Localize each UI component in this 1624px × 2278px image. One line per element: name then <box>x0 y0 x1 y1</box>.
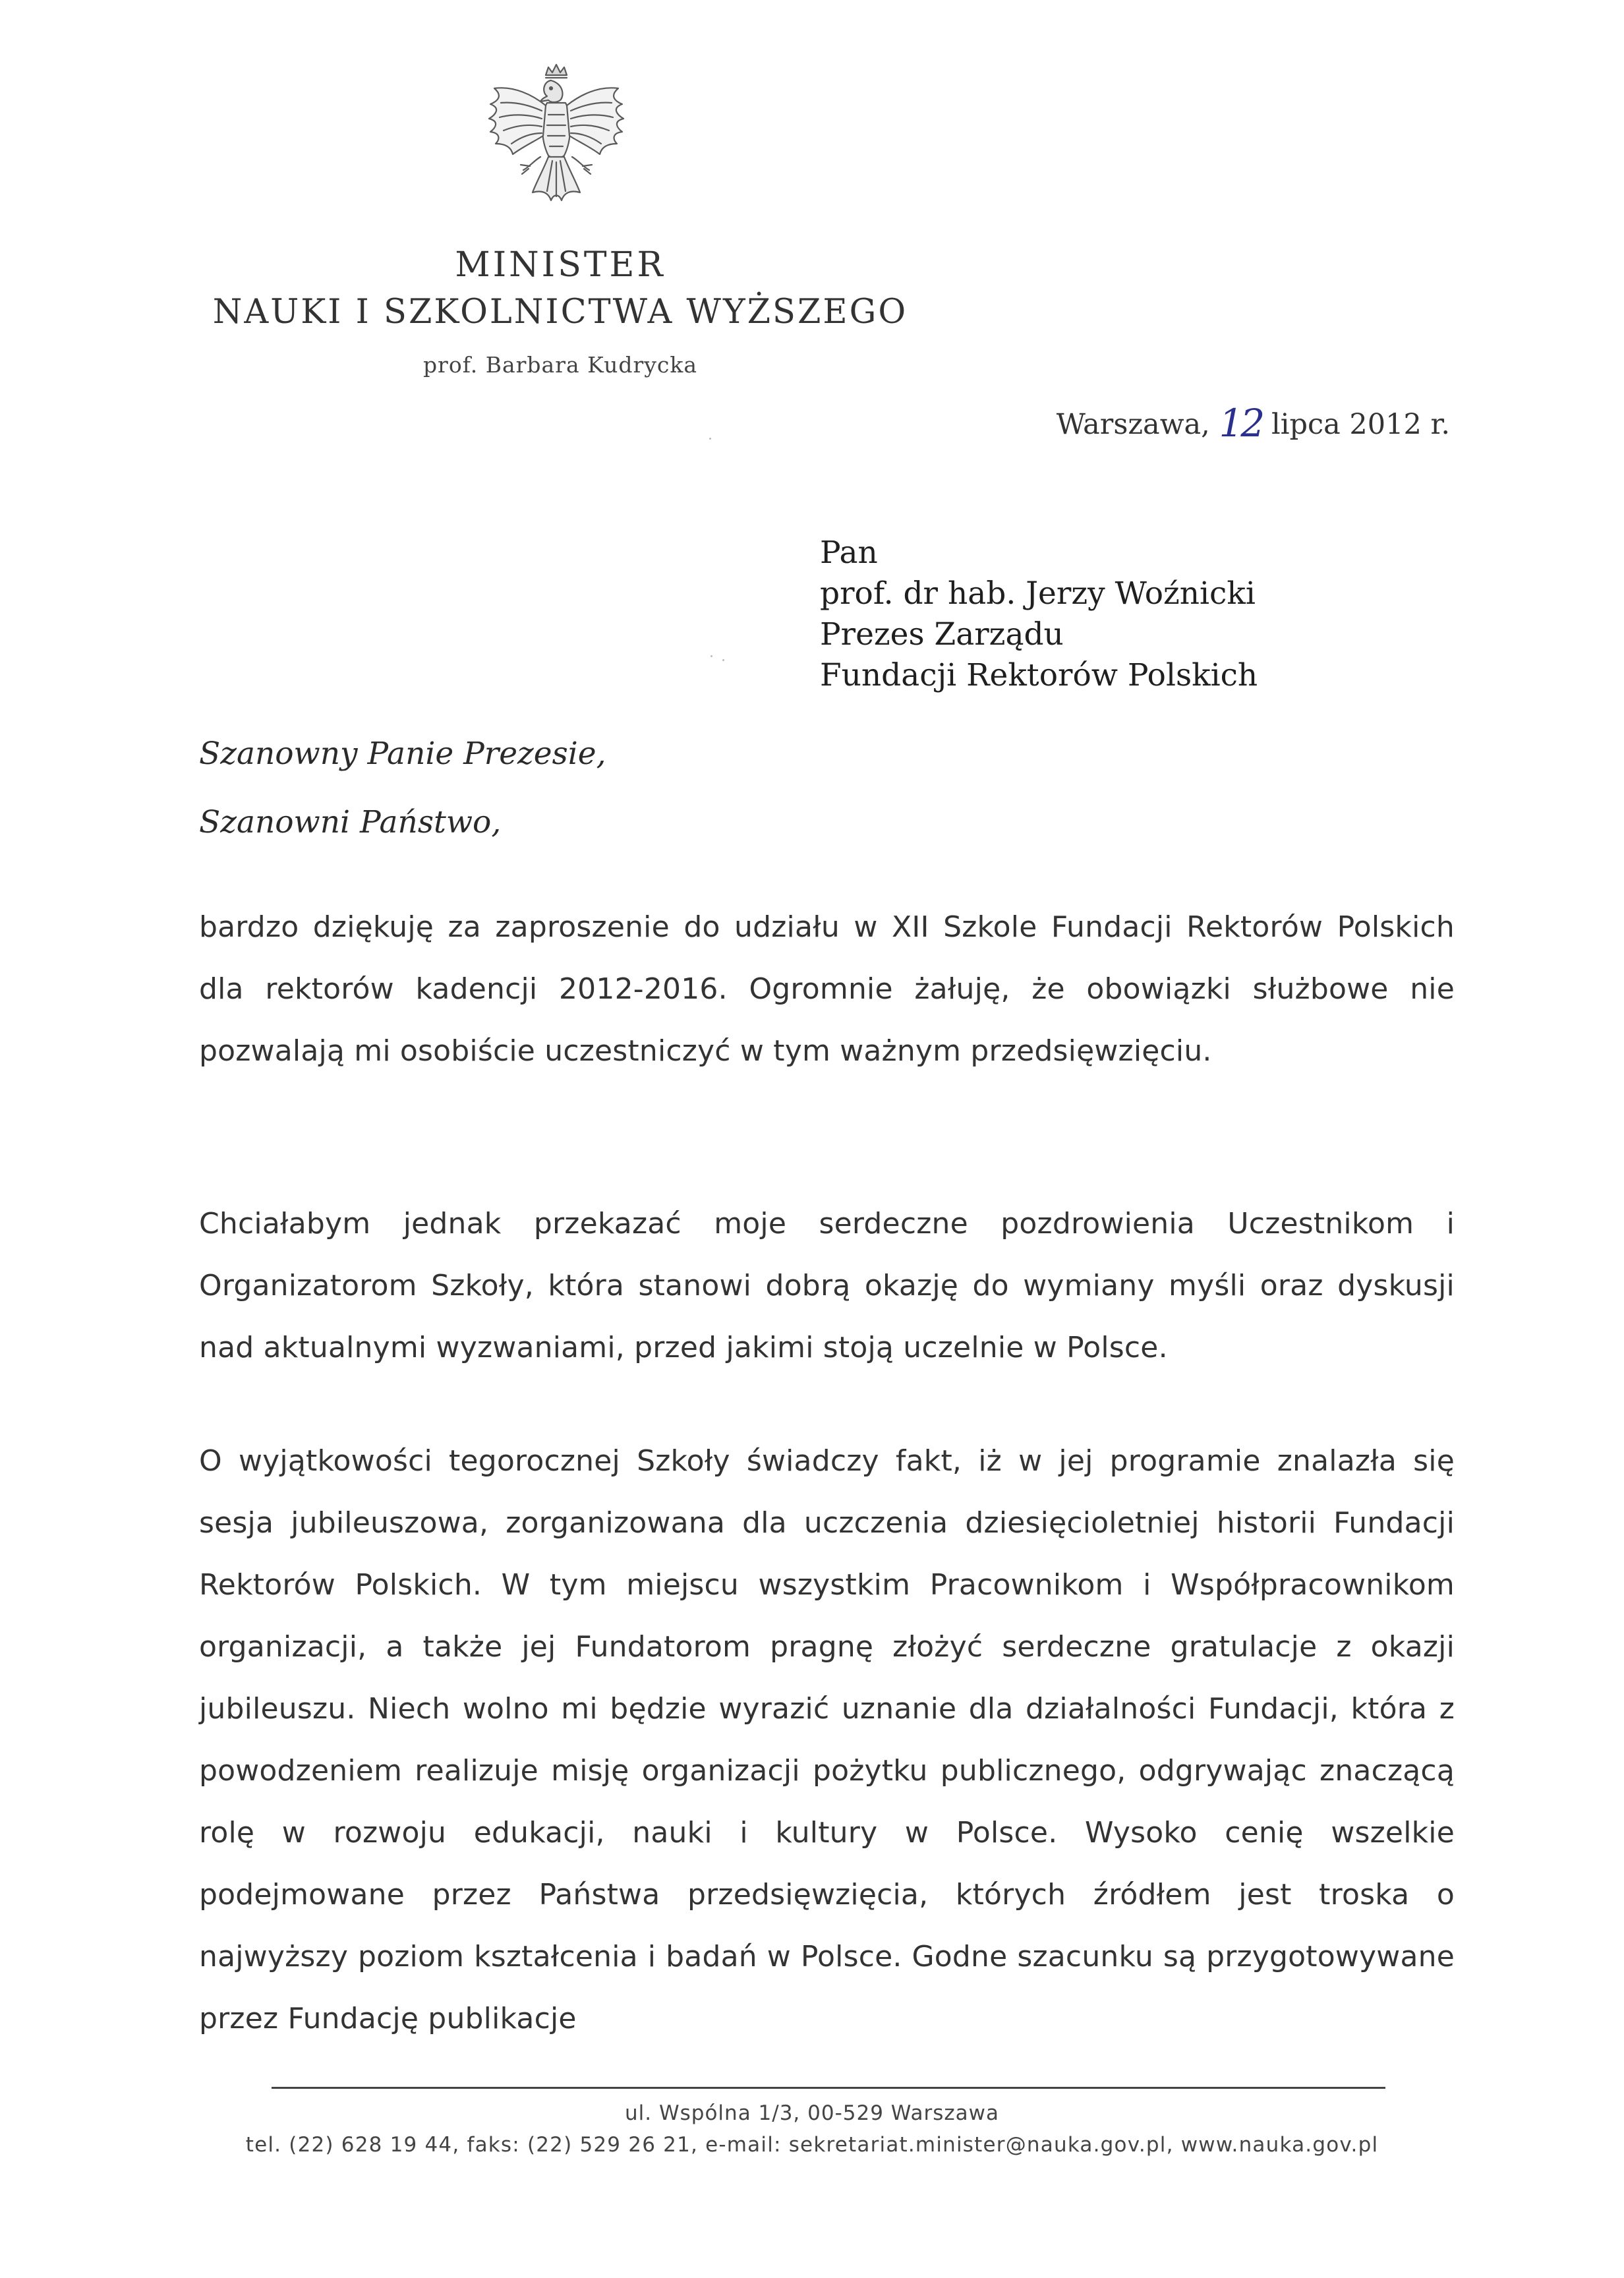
addressee-line: Fundacji Rektorów Polskich <box>820 657 1258 693</box>
addressee-line: Prezes Zarządu <box>820 616 1064 653</box>
addressee-block <box>820 533 1258 696</box>
body-paragraph: bardzo dziękuję za zaproszenie do udziału w XII Szkole Fundacji Rektorów Polskich dla rektorów kadencji 2012-2016. Ogromnie żałuję, że obowiązki służbowe nie pozwalają mi osobiście uczestniczyć w tym ważnym przedsięwzięciu. <box>199 910 1455 1068</box>
letterhead-minister-name: prof. Barbara Kudrycka <box>422 352 698 378</box>
salutation-block <box>199 720 606 857</box>
salutation-line: Szanowny Panie Prezesie, <box>199 736 606 772</box>
scan-speck <box>722 659 724 661</box>
salutation-line: Szanowni Państwo, <box>199 804 502 840</box>
date-line <box>1055 398 1450 446</box>
body-paragraph: Chciałabym jednak przekazać moje serdeczne pozdrowienia Uczestnikom i Organizatorom Szkoły, która stanowi dobrą okazję do wymiany myśli oraz dyskusji nad aktualnymi wyzwaniami, przed jakimi stoją uczelnie w Polsce. <box>199 1207 1455 1364</box>
date-month-year: lipca 2012 r. <box>1271 408 1450 441</box>
footer-contact: tel. (22) 628 19 44, faks: (22) 529 26 21, e-mail: sekretariat.minister@nauka.gov.pl, www.nauka.gov.pl <box>245 2133 1379 2157</box>
scan-speck <box>709 438 711 440</box>
addressee-line: Pan <box>820 535 878 571</box>
letterhead-title-ministry: NAUKI I SZKOLNICTWA WYŻSZEGO <box>212 293 908 332</box>
date-day-handwritten: 12 <box>1219 401 1263 446</box>
letterhead-title-minister: MINISTER <box>455 245 666 285</box>
scan-speck <box>710 655 712 657</box>
footer-divider <box>272 2087 1385 2089</box>
addressee-line: prof. dr hab. Jerzy Woźnicki <box>820 575 1256 612</box>
footer-address: ul. Wspólna 1/3, 00-529 Warszawa <box>625 2101 999 2125</box>
polish-eagle-emblem-icon <box>477 62 635 218</box>
body-paragraph: O wyjątkowości tegorocznej Szkoły świadczy fakt, iż w jej programie znalazła się sesja jubileuszowa, zorganizowana dla uczczenia dziesięcioletniej historii Fundacji Rektorów Polskich. W tym miejscu wszystkim Pracownikom i Współpracownikom organizacji, a także jej Fundatorom pragnę złożyć serdeczne gratulacje z okazji jubileuszu. Niech wolno mi będzie wyrazić uznanie dla działalności Fundacji, która z powodzeniem realizuje misję organizacji pożytku publicznego, odgrywając znaczącą rolę w rozwoju edukacji, nauki i kultury w Polsce. Wysoko cenię wszelkie podejmowane przez Państwa przedsięwzięcia, których źródłem jest troska o najwyższy poziom kształcenia i badań w Polsce. Godne szacunku są przygotowywane przez Fundację publikacje <box>199 1444 1455 2035</box>
date-place: Warszawa, <box>1056 408 1210 441</box>
